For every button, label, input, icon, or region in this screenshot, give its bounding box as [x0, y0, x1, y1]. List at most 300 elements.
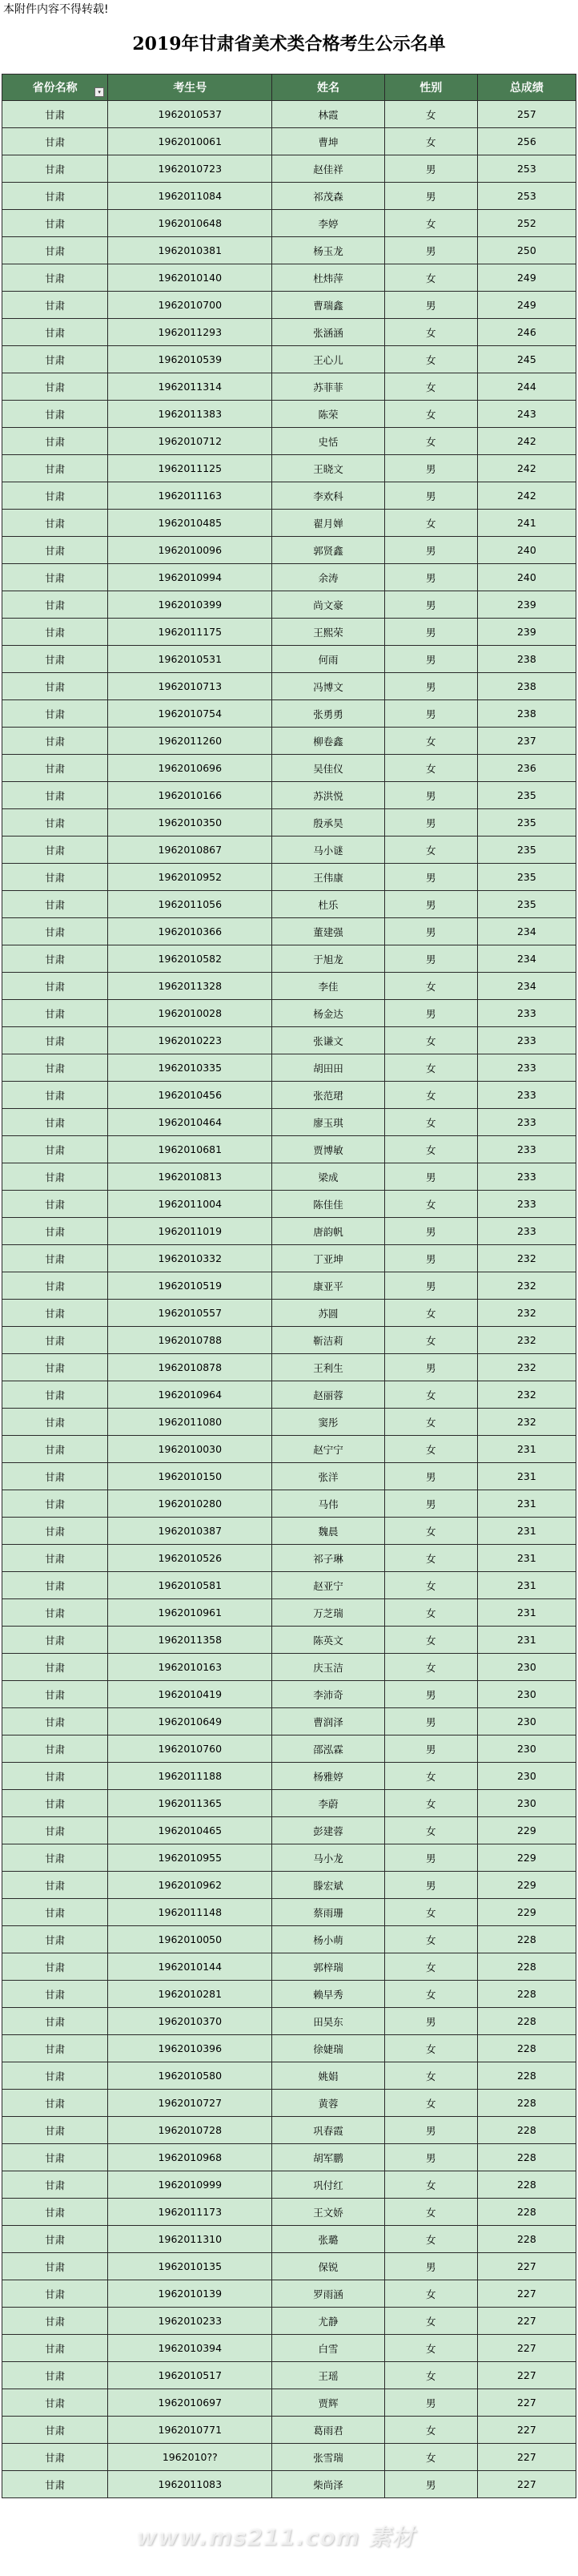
cell-exam-number: 1962010366: [108, 918, 272, 945]
table-row: [2, 373, 576, 401]
cell-province: 甘肃: [2, 1899, 108, 1926]
cell-score: 227: [477, 2280, 576, 2308]
table-row: [2, 401, 576, 428]
cell-name: 祁子琳: [272, 1545, 384, 1572]
cell-name: 丁亚坤: [272, 1245, 384, 1272]
cell-gender: 男: [384, 2253, 477, 2280]
cell-gender: 男: [384, 619, 477, 646]
cell-exam-number: 1962011383: [108, 401, 272, 428]
cell-name: 于旭龙: [272, 945, 384, 973]
cell-exam-number: 1962010519: [108, 1272, 272, 1300]
table-row: [2, 2090, 576, 2117]
cell-gender: 女: [384, 2335, 477, 2362]
cell-province: 甘肃: [2, 2308, 108, 2335]
candidate-table: [2, 74, 576, 2498]
cell-score: 249: [477, 292, 576, 319]
cell-gender: 女: [384, 1381, 477, 1409]
table-row: [2, 2471, 576, 2498]
cell-gender: 男: [384, 809, 477, 836]
cell-exam-number: 1962011260: [108, 728, 272, 755]
cell-score: 257: [477, 101, 576, 128]
cell-province: 甘肃: [2, 128, 108, 155]
cell-score: 253: [477, 183, 576, 210]
cell-name: 张勇勇: [272, 700, 384, 728]
cell-score: 234: [477, 918, 576, 945]
cell-exam-number: 1962010723: [108, 155, 272, 183]
cell-name: 林霞: [272, 101, 384, 128]
table-row: [2, 2199, 576, 2226]
cell-province: 甘肃: [2, 183, 108, 210]
table-row: [2, 1790, 576, 1817]
cell-gender: 男: [384, 1272, 477, 1300]
cell-exam-number: 1962010381: [108, 237, 272, 264]
cell-gender: 男: [384, 2144, 477, 2171]
cell-province: 甘肃: [2, 1272, 108, 1300]
cell-name: 靳洁莉: [272, 1327, 384, 1354]
cell-exam-number: 1962010648: [108, 210, 272, 237]
cell-exam-number: 1962010526: [108, 1545, 272, 1572]
cell-score: 231: [477, 1545, 576, 1572]
cell-score: 250: [477, 237, 576, 264]
cell-score: 228: [477, 2199, 576, 2226]
cell-province: 甘肃: [2, 373, 108, 401]
cell-score: 239: [477, 619, 576, 646]
cell-exam-number: 1962010419: [108, 1681, 272, 1708]
cell-exam-number: 1962010396: [108, 2035, 272, 2062]
cell-exam-number: 1962010964: [108, 1381, 272, 1409]
table-row: [2, 1926, 576, 1953]
cell-score: 234: [477, 973, 576, 1000]
cell-name: 陈佳佳: [272, 1191, 384, 1218]
cell-gender: 女: [384, 1926, 477, 1953]
cell-gender: 男: [384, 646, 477, 673]
table-row: [2, 2362, 576, 2389]
cell-province: 甘肃: [2, 1817, 108, 1844]
cell-name: 王利生: [272, 1354, 384, 1381]
cell-gender: 女: [384, 1763, 477, 1790]
cell-score: 239: [477, 591, 576, 619]
cell-name: 赵亚宁: [272, 1572, 384, 1599]
cell-gender: 女: [384, 1627, 477, 1654]
cell-name: 徐婕瑞: [272, 2035, 384, 2062]
cell-gender: 男: [384, 782, 477, 809]
cell-gender: 女: [384, 2417, 477, 2444]
cell-name: 赵丽蓉: [272, 1381, 384, 1409]
cell-gender: 女: [384, 1654, 477, 1681]
cell-province: 甘肃: [2, 1599, 108, 1627]
cell-name: 殷承昊: [272, 809, 384, 836]
cell-score: 228: [477, 1953, 576, 1981]
cell-exam-number: 1962010537: [108, 101, 272, 128]
cell-score: 249: [477, 264, 576, 292]
cell-exam-number: 1962010968: [108, 2144, 272, 2171]
cell-gender: 女: [384, 1436, 477, 1463]
cell-gender: 女: [384, 2171, 477, 2199]
cell-exam-number: 1962011148: [108, 1899, 272, 1926]
cell-exam-number: 1962010223: [108, 1027, 272, 1054]
cell-province: 甘肃: [2, 1082, 108, 1109]
cell-province: 甘肃: [2, 2008, 108, 2035]
cell-gender: 女: [384, 2090, 477, 2117]
cell-gender: 男: [384, 2117, 477, 2144]
table-row: [2, 1735, 576, 1763]
table-row: [2, 2389, 576, 2417]
cell-gender: 女: [384, 1409, 477, 1436]
cell-exam-number: 1962010713: [108, 673, 272, 700]
cell-score: 243: [477, 401, 576, 428]
cell-province: 甘肃: [2, 1000, 108, 1027]
cell-name: 姚娟: [272, 2062, 384, 2090]
cell-province: 甘肃: [2, 264, 108, 292]
cell-province: 甘肃: [2, 1926, 108, 1953]
cell-province: 甘肃: [2, 401, 108, 428]
filter-dropdown-icon[interactable]: ▾: [94, 87, 104, 97]
cell-exam-number: 1962010281: [108, 1981, 272, 2008]
cell-exam-number: 1962010517: [108, 2362, 272, 2389]
cell-province: 甘肃: [2, 1436, 108, 1463]
cell-score: 228: [477, 2226, 576, 2253]
cell-gender: 女: [384, 2199, 477, 2226]
cell-name: 巩春霞: [272, 2117, 384, 2144]
table-row: [2, 1981, 576, 2008]
cell-exam-number: 1962011188: [108, 1763, 272, 1790]
cell-name: 李欢科: [272, 482, 384, 510]
cell-name: 张雪瑞: [272, 2444, 384, 2471]
table-row: [2, 1627, 576, 1654]
cell-province: 甘肃: [2, 210, 108, 237]
cell-gender: 男: [384, 455, 477, 482]
cell-name: 郭梓瑞: [272, 1953, 384, 1981]
cell-gender: 女: [384, 755, 477, 782]
cell-exam-number: 1962011125: [108, 455, 272, 482]
cell-name: 邵泓霖: [272, 1735, 384, 1763]
cell-score: 238: [477, 646, 576, 673]
cell-gender: 男: [384, 1218, 477, 1245]
cell-province: 甘肃: [2, 1953, 108, 1981]
cell-name: 保锐: [272, 2253, 384, 2280]
cell-province: 甘肃: [2, 482, 108, 510]
cell-name: 张谦文: [272, 1027, 384, 1054]
cell-province: 甘肃: [2, 2171, 108, 2199]
table-row: [2, 2417, 576, 2444]
cell-gender: 女: [384, 1599, 477, 1627]
cell-exam-number: 1962010030: [108, 1436, 272, 1463]
cell-score: 227: [477, 2308, 576, 2335]
cell-exam-number: 1962010166: [108, 782, 272, 809]
table-row: [2, 292, 576, 319]
cell-gender: 男: [384, 1735, 477, 1763]
cell-name: 王文娇: [272, 2199, 384, 2226]
header-gender: [384, 75, 477, 101]
cell-exam-number: 1962011293: [108, 319, 272, 346]
table-row: [2, 619, 576, 646]
cell-score: 231: [477, 1436, 576, 1463]
header-province[interactable]: [2, 75, 108, 101]
cell-province: 甘肃: [2, 2117, 108, 2144]
cell-province: 甘肃: [2, 2199, 108, 2226]
cell-province: 甘肃: [2, 755, 108, 782]
cell-exam-number: 1962011358: [108, 1627, 272, 1654]
cell-province: 甘肃: [2, 2226, 108, 2253]
cell-province: 甘肃: [2, 455, 108, 482]
table-row: [2, 2226, 576, 2253]
cell-name: 曹润泽: [272, 1708, 384, 1735]
table-row: [2, 1953, 576, 1981]
cell-name: 杨雅婷: [272, 1763, 384, 1790]
header-name: [272, 75, 384, 101]
cell-gender: 男: [384, 1681, 477, 1708]
cell-gender: 女: [384, 1953, 477, 1981]
table-row: [2, 1763, 576, 1790]
cell-province: 甘肃: [2, 537, 108, 564]
cell-exam-number: 1962011056: [108, 891, 272, 918]
cell-gender: 女: [384, 1899, 477, 1926]
header-label: 性别: [419, 82, 443, 95]
cell-exam-number: 1962010999: [108, 2171, 272, 2199]
cell-exam-number: 1962010456: [108, 1082, 272, 1109]
cell-gender: 男: [384, 1490, 477, 1518]
cell-score: 230: [477, 1681, 576, 1708]
cell-exam-number: 1962010813: [108, 1163, 272, 1191]
table-row: [2, 1354, 576, 1381]
cell-name: 李蔚: [272, 1790, 384, 1817]
cell-province: 甘肃: [2, 728, 108, 755]
cell-score: 230: [477, 1763, 576, 1790]
cell-gender: 女: [384, 428, 477, 455]
cell-name: 吴佳仪: [272, 755, 384, 782]
cell-name: 田昊东: [272, 2008, 384, 2035]
cell-gender: 男: [384, 1844, 477, 1872]
cell-score: 228: [477, 1926, 576, 1953]
cell-name: 郭贤鑫: [272, 537, 384, 564]
cell-province: 甘肃: [2, 1409, 108, 1436]
cell-gender: 男: [384, 918, 477, 945]
cell-score: 230: [477, 1735, 576, 1763]
table-row: [2, 1300, 576, 1327]
table-row: [2, 1545, 576, 1572]
cell-province: 甘肃: [2, 564, 108, 591]
cell-gender: 男: [384, 945, 477, 973]
cell-name: 张范珺: [272, 1082, 384, 1109]
cell-score: 227: [477, 2362, 576, 2389]
header-label: 姓名: [317, 82, 340, 95]
cell-exam-number: 1962011019: [108, 1218, 272, 1245]
table-row: [2, 510, 576, 537]
cell-score: 227: [477, 2444, 576, 2471]
cell-score: 227: [477, 2335, 576, 2362]
cell-province: 甘肃: [2, 2035, 108, 2062]
table-row: [2, 1817, 576, 1844]
cell-name: 杨金达: [272, 1000, 384, 1027]
cell-score: 240: [477, 564, 576, 591]
cell-score: 229: [477, 1817, 576, 1844]
cell-gender: 女: [384, 1572, 477, 1599]
cell-province: 甘肃: [2, 1463, 108, 1490]
cell-exam-number: 1962011173: [108, 2199, 272, 2226]
table-row: [2, 700, 576, 728]
cell-province: 甘肃: [2, 1163, 108, 1191]
cell-score: 227: [477, 2417, 576, 2444]
cell-gender: 男: [384, 1000, 477, 1027]
cell-score: 233: [477, 1082, 576, 1109]
cell-gender: 男: [384, 2008, 477, 2035]
cell-gender: 男: [384, 591, 477, 619]
cell-exam-number: 1962010394: [108, 2335, 272, 2362]
table-row: [2, 1599, 576, 1627]
cell-province: 甘肃: [2, 1681, 108, 1708]
cell-province: 甘肃: [2, 428, 108, 455]
cell-province: 甘肃: [2, 2362, 108, 2389]
cell-name: 庆玉洁: [272, 1654, 384, 1681]
cell-name: 马小谜: [272, 836, 384, 864]
cell-gender: 女: [384, 1518, 477, 1545]
cell-province: 甘肃: [2, 1518, 108, 1545]
cell-exam-number: 1962010696: [108, 755, 272, 782]
cell-province: 甘肃: [2, 2335, 108, 2362]
table-row: [2, 1327, 576, 1354]
cell-name: 窦彤: [272, 1409, 384, 1436]
cell-exam-number: 1962010697: [108, 2389, 272, 2417]
cell-score: 233: [477, 1027, 576, 1054]
cell-score: 228: [477, 2062, 576, 2090]
cell-exam-number: 1962010557: [108, 1300, 272, 1327]
cell-score: 231: [477, 1463, 576, 1490]
cell-exam-number: 1962010867: [108, 836, 272, 864]
cell-exam-number: 1962011080: [108, 1409, 272, 1436]
cell-score: 232: [477, 1272, 576, 1300]
cell-province: 甘肃: [2, 1545, 108, 1572]
cell-province: 甘肃: [2, 101, 108, 128]
table-row: [2, 482, 576, 510]
cell-exam-number: 1962011084: [108, 183, 272, 210]
cell-name: 李婷: [272, 210, 384, 237]
cell-province: 甘肃: [2, 1109, 108, 1136]
cell-province: 甘肃: [2, 2417, 108, 2444]
table-row: [2, 1245, 576, 1272]
cell-name: 蔡雨珊: [272, 1899, 384, 1926]
table-row: [2, 2117, 576, 2144]
cell-gender: 女: [384, 1136, 477, 1163]
cell-exam-number: 1962010465: [108, 1817, 272, 1844]
cell-gender: 女: [384, 210, 477, 237]
cell-gender: 女: [384, 373, 477, 401]
cell-province: 甘肃: [2, 1844, 108, 1872]
cell-gender: 女: [384, 1300, 477, 1327]
cell-score: 235: [477, 836, 576, 864]
cell-name: 董建强: [272, 918, 384, 945]
cell-exam-number: 1962010700: [108, 292, 272, 319]
cell-name: 尤静: [272, 2308, 384, 2335]
table-row: [2, 1409, 576, 1436]
cell-province: 甘肃: [2, 2471, 108, 2498]
cell-province: 甘肃: [2, 782, 108, 809]
cell-exam-number: 1962010050: [108, 1926, 272, 1953]
table-row: [2, 2035, 576, 2062]
cell-score: 231: [477, 1627, 576, 1654]
table-row: [2, 1136, 576, 1163]
cell-score: 232: [477, 1381, 576, 1409]
cell-province: 甘肃: [2, 2062, 108, 2090]
cell-score: 235: [477, 864, 576, 891]
header-label: 考生号: [173, 82, 207, 95]
table-row: [2, 864, 576, 891]
table-row: [2, 264, 576, 292]
cell-gender: 女: [384, 2280, 477, 2308]
cell-gender: 女: [384, 319, 477, 346]
cell-name: 王熙荣: [272, 619, 384, 646]
cell-score: 228: [477, 2144, 576, 2171]
table-row: [2, 537, 576, 564]
cell-province: 甘肃: [2, 945, 108, 973]
table-row: [2, 1218, 576, 1245]
table-row: [2, 2308, 576, 2335]
cell-gender: 女: [384, 2035, 477, 2062]
table-row: [2, 428, 576, 455]
cell-gender: 男: [384, 700, 477, 728]
cell-gender: 女: [384, 2226, 477, 2253]
cell-name: 王伟康: [272, 864, 384, 891]
cell-province: 甘肃: [2, 1708, 108, 1735]
cell-score: 227: [477, 2253, 576, 2280]
cell-exam-number: 1962010878: [108, 1354, 272, 1381]
cell-score: 233: [477, 1054, 576, 1082]
cell-name: 葛雨君: [272, 2417, 384, 2444]
cell-gender: 男: [384, 1354, 477, 1381]
cell-exam-number: 1962010539: [108, 346, 272, 373]
cell-exam-number: 1962011314: [108, 373, 272, 401]
header-label: 省份名称: [32, 82, 78, 95]
cell-name: 杨玉龙: [272, 237, 384, 264]
cell-score: 228: [477, 2090, 576, 2117]
cell-name: 祁茂森: [272, 183, 384, 210]
cell-name: 赖早秀: [272, 1981, 384, 2008]
cell-exam-number: 1962010582: [108, 945, 272, 973]
cell-gender: 女: [384, 264, 477, 292]
cell-name: 巩付红: [272, 2171, 384, 2199]
cell-province: 甘肃: [2, 646, 108, 673]
cell-score: 233: [477, 1163, 576, 1191]
cell-name: 张涵涵: [272, 319, 384, 346]
cell-score: 242: [477, 428, 576, 455]
watermark: www.ms211.com 素材: [136, 2524, 415, 2550]
cell-province: 甘肃: [2, 1136, 108, 1163]
cell-name: 赵宁宁: [272, 1436, 384, 1463]
cell-score: 256: [477, 128, 576, 155]
cell-score: 232: [477, 1409, 576, 1436]
cell-province: 甘肃: [2, 1490, 108, 1518]
cell-exam-number: 1962010485: [108, 510, 272, 537]
cell-exam-number: 1962010140: [108, 264, 272, 292]
cell-province: 甘肃: [2, 1354, 108, 1381]
table-row: [2, 1000, 576, 1027]
cell-gender: 男: [384, 1245, 477, 1272]
header-label: 总成绩: [509, 82, 544, 95]
cell-gender: 男: [384, 537, 477, 564]
cell-name: 苏圆: [272, 1300, 384, 1327]
cell-exam-number: 1962010681: [108, 1136, 272, 1163]
cell-province: 甘肃: [2, 2144, 108, 2171]
table-row: [2, 1109, 576, 1136]
cell-score: 229: [477, 1844, 576, 1872]
cell-name: 尚文豪: [272, 591, 384, 619]
table-row: [2, 646, 576, 673]
cell-name: 康亚平: [272, 1272, 384, 1300]
cell-gender: 男: [384, 482, 477, 510]
cell-gender: 男: [384, 237, 477, 264]
cell-exam-number: 1962010135: [108, 2253, 272, 2280]
cell-score: 246: [477, 319, 576, 346]
cell-name: 白雪: [272, 2335, 384, 2362]
